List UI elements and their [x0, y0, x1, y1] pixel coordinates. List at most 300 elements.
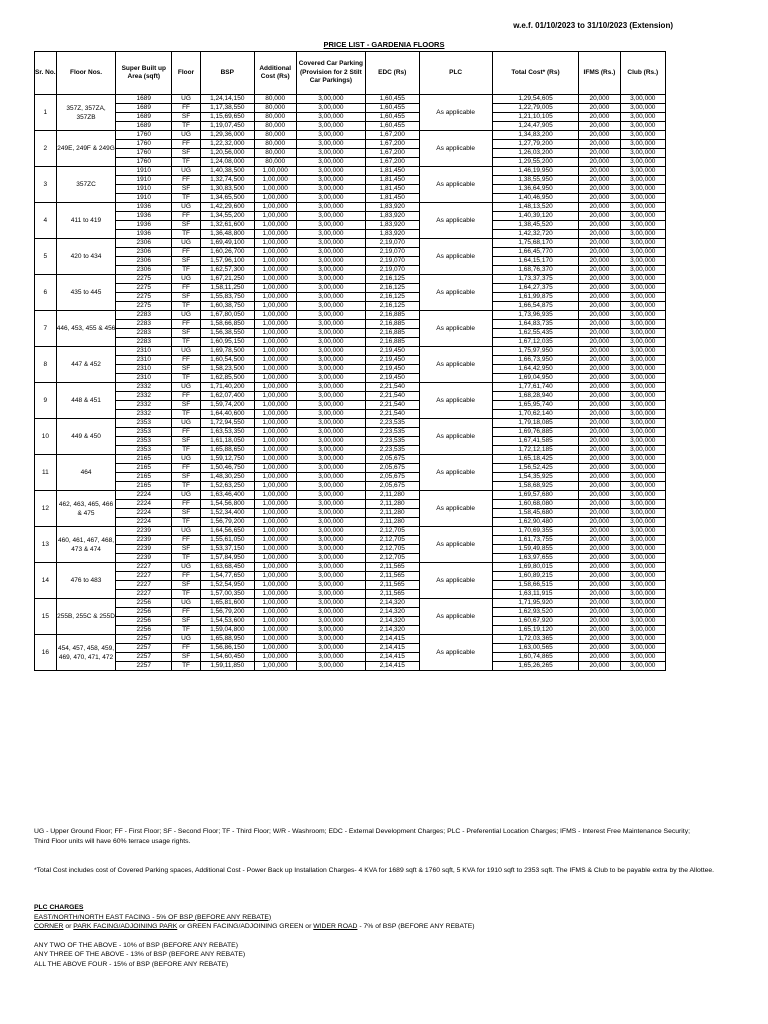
cell-parking: 3,00,000 [296, 293, 365, 302]
cell-additional-cost: 1,00,000 [254, 194, 296, 203]
cell-edc: 1,60,455 [365, 122, 419, 131]
cell-club: 3,00,000 [620, 518, 665, 527]
cell-area: 2165 [116, 464, 172, 473]
cell-additional-cost: 1,00,000 [254, 635, 296, 644]
cell-bsp: 1,60,38,750 [200, 302, 254, 311]
table-row [35, 239, 666, 248]
cell-additional-cost: 80,000 [254, 122, 296, 131]
cell-edc: 2,19,450 [365, 374, 419, 383]
cell-ifms: 20,000 [579, 626, 620, 635]
terrace-note: Third Floor units will have 60% terrace usage rights. [34, 837, 191, 845]
cell-total-cost: 1,68,28,940 [492, 392, 579, 401]
cell-ifms: 20,000 [579, 248, 620, 257]
cell-edc: 2,14,320 [365, 608, 419, 617]
cell-bsp: 1,20,56,000 [200, 149, 254, 158]
cell-edc: 2,11,565 [365, 563, 419, 572]
cell-bsp: 1,24,14,150 [200, 95, 254, 104]
cell-total-cost: 1,64,27,375 [492, 284, 579, 293]
cell-floor: FF [172, 356, 201, 365]
cell-parking: 3,00,000 [296, 536, 365, 545]
cell-additional-cost: 1,00,000 [254, 239, 296, 248]
cell-area: 2256 [116, 626, 172, 635]
cell-parking: 3,00,000 [296, 203, 365, 212]
cell-total-cost: 1,58,66,515 [492, 581, 579, 590]
plc-wider-road-text: WIDER ROAD [313, 923, 358, 930]
cell-ifms: 20,000 [579, 230, 620, 239]
cell-edc: 1,81,450 [365, 167, 419, 176]
cell-total-cost: 1,27,79,200 [492, 140, 579, 149]
table-row [35, 473, 666, 482]
cell-total-cost: 1,75,97,950 [492, 347, 579, 356]
table-row [35, 140, 666, 149]
cell-ifms: 20,000 [579, 374, 620, 383]
cell-total-cost: 1,54,35,925 [492, 473, 579, 482]
col-header-plc: PLC [419, 52, 492, 95]
cell-area: 1689 [116, 104, 172, 113]
cell-parking: 3,00,000 [296, 95, 365, 104]
cell-ifms: 20,000 [579, 599, 620, 608]
cell-parking: 3,00,000 [296, 662, 365, 671]
cell-edc: 2,16,885 [365, 338, 419, 347]
cell-club: 3,00,000 [620, 374, 665, 383]
cell-total-cost: 1,67,41,585 [492, 437, 579, 446]
cell-club: 3,00,000 [620, 527, 665, 536]
cell-club: 3,00,000 [620, 185, 665, 194]
cell-bsp: 1,58,11,250 [200, 284, 254, 293]
table-row [35, 185, 666, 194]
cell-ifms: 20,000 [579, 302, 620, 311]
cell-bsp: 1,54,77,650 [200, 572, 254, 581]
cell-ifms: 20,000 [579, 590, 620, 599]
cell-floor: SF [172, 545, 201, 554]
cell-area: 1689 [116, 95, 172, 104]
cell-total-cost: 1,67,12,035 [492, 338, 579, 347]
cell-total-cost: 1,40,46,950 [492, 194, 579, 203]
table-row [35, 320, 666, 329]
cell-edc: 2,11,280 [365, 491, 419, 500]
cell-parking: 3,00,000 [296, 509, 365, 518]
cell-floor: UG [172, 311, 201, 320]
cell-ifms: 20,000 [579, 383, 620, 392]
cell-parking: 3,00,000 [296, 104, 365, 113]
cell-additional-cost: 80,000 [254, 140, 296, 149]
cell-bsp: 1,57,00,350 [200, 590, 254, 599]
cell-bsp: 1,57,96,100 [200, 257, 254, 266]
cell-club: 3,00,000 [620, 356, 665, 365]
page-title: PRICE LIST - GARDENIA FLOORS [323, 40, 445, 49]
cell-ifms: 20,000 [579, 212, 620, 221]
cell-club: 3,00,000 [620, 158, 665, 167]
cell-floor: FF [172, 104, 201, 113]
cell-plc: As applicable [419, 563, 492, 599]
cell-parking: 3,00,000 [296, 455, 365, 464]
plc-heading: PLC CHARGES [34, 904, 84, 911]
cell-edc: 1,60,455 [365, 95, 419, 104]
cell-edc: 2,05,675 [365, 464, 419, 473]
cell-area: 2257 [116, 653, 172, 662]
cell-bsp: 1,67,80,050 [200, 311, 254, 320]
cell-edc: 2,19,070 [365, 248, 419, 257]
cell-floor: TF [172, 446, 201, 455]
cell-area: 1936 [116, 203, 172, 212]
cell-total-cost: 1,58,68,925 [492, 482, 579, 491]
cell-floor: TF [172, 590, 201, 599]
cell-ifms: 20,000 [579, 347, 620, 356]
table-row [35, 599, 666, 608]
cell-ifms: 20,000 [579, 275, 620, 284]
cell-area: 2353 [116, 428, 172, 437]
cell-parking: 3,00,000 [296, 131, 365, 140]
cell-bsp: 1,55,83,750 [200, 293, 254, 302]
cell-total-cost: 1,64,15,170 [492, 257, 579, 266]
cell-additional-cost: 1,00,000 [254, 446, 296, 455]
cell-club: 3,00,000 [620, 653, 665, 662]
cell-edc: 2,23,535 [365, 437, 419, 446]
cell-total-cost: 1,66,54,875 [492, 302, 579, 311]
cell-club: 3,00,000 [620, 131, 665, 140]
cell-club: 3,00,000 [620, 248, 665, 257]
cell-ifms: 20,000 [579, 563, 620, 572]
cell-ifms: 20,000 [579, 572, 620, 581]
table-row [35, 356, 666, 365]
cell-floor: TF [172, 662, 201, 671]
cell-edc: 2,23,535 [365, 419, 419, 428]
cell-area: 2256 [116, 599, 172, 608]
cell-floor-nos: 411 to 419 [56, 203, 116, 239]
cell-floor: SF [172, 509, 201, 518]
cell-ifms: 20,000 [579, 419, 620, 428]
col-header-additional-cost: Additional Cost (Rs) [254, 52, 296, 95]
cell-club: 3,00,000 [620, 446, 665, 455]
cell-edc: 2,12,705 [365, 554, 419, 563]
cell-club: 3,00,000 [620, 572, 665, 581]
cell-area: 2257 [116, 635, 172, 644]
cell-parking: 3,00,000 [296, 518, 365, 527]
cell-edc: 1,81,450 [365, 176, 419, 185]
cell-additional-cost: 1,00,000 [254, 338, 296, 347]
cell-area: 2332 [116, 383, 172, 392]
cell-ifms: 20,000 [579, 95, 620, 104]
cell-floor: SF [172, 113, 201, 122]
cell-area: 2256 [116, 608, 172, 617]
cell-additional-cost: 1,00,000 [254, 518, 296, 527]
cell-sr: 11 [35, 455, 57, 491]
cell-floor: SF [172, 329, 201, 338]
cell-total-cost: 1,63,11,915 [492, 590, 579, 599]
cell-additional-cost: 80,000 [254, 95, 296, 104]
cell-floor: SF [172, 617, 201, 626]
cell-additional-cost: 80,000 [254, 149, 296, 158]
cell-ifms: 20,000 [579, 428, 620, 437]
cell-ifms: 20,000 [579, 482, 620, 491]
cell-bsp: 1,59,04,800 [200, 626, 254, 635]
cell-floor-nos: 454, 457, 458, 459, 469, 470, 471, 472 [56, 635, 116, 671]
cell-ifms: 20,000 [579, 608, 620, 617]
cell-total-cost: 1,64,42,950 [492, 365, 579, 374]
cell-parking: 3,00,000 [296, 473, 365, 482]
cell-parking: 3,00,000 [296, 149, 365, 158]
cell-edc: 2,14,320 [365, 626, 419, 635]
cell-ifms: 20,000 [579, 401, 620, 410]
cell-parking: 3,00,000 [296, 320, 365, 329]
cell-bsp: 1,15,69,650 [200, 113, 254, 122]
cell-floor: TF [172, 338, 201, 347]
cell-area: 2257 [116, 662, 172, 671]
cell-bsp: 1,56,38,550 [200, 329, 254, 338]
cell-area: 1760 [116, 158, 172, 167]
cell-parking: 3,00,000 [296, 626, 365, 635]
cell-floor-nos: 357Z, 357ZA, 357ZB [56, 95, 116, 131]
cell-edc: 2,14,320 [365, 617, 419, 626]
cell-ifms: 20,000 [579, 653, 620, 662]
cell-total-cost: 1,22,79,005 [492, 104, 579, 113]
cell-total-cost: 1,66,45,770 [492, 248, 579, 257]
cell-edc: 2,21,540 [365, 410, 419, 419]
cell-bsp: 1,60,95,150 [200, 338, 254, 347]
cell-total-cost: 1,77,61,740 [492, 383, 579, 392]
cell-edc: 1,81,450 [365, 185, 419, 194]
cell-total-cost: 1,70,62,140 [492, 410, 579, 419]
cell-ifms: 20,000 [579, 158, 620, 167]
cell-floor: UG [172, 419, 201, 428]
table-row [35, 626, 666, 635]
cell-edc: 1,67,200 [365, 140, 419, 149]
cell-area: 2283 [116, 329, 172, 338]
cell-club: 3,00,000 [620, 302, 665, 311]
cell-area: 2256 [116, 617, 172, 626]
cell-total-cost: 1,65,95,740 [492, 401, 579, 410]
cell-bsp: 1,69,49,100 [200, 239, 254, 248]
cell-floor: UG [172, 203, 201, 212]
cell-additional-cost: 1,00,000 [254, 554, 296, 563]
cell-club: 3,00,000 [620, 608, 665, 617]
cell-total-cost: 1,38,55,950 [492, 176, 579, 185]
cell-floor: FF [172, 176, 201, 185]
cell-edc: 2,19,070 [365, 266, 419, 275]
cell-additional-cost: 1,00,000 [254, 311, 296, 320]
col-header-floor: Floor [172, 52, 201, 95]
cell-plc: As applicable [419, 491, 492, 527]
cell-additional-cost: 1,00,000 [254, 482, 296, 491]
cell-ifms: 20,000 [579, 509, 620, 518]
plc-rate-text: - 7% of BSP (BEFORE ANY REBATE) [357, 923, 475, 930]
cell-parking: 3,00,000 [296, 176, 365, 185]
cell-sr: 15 [35, 599, 57, 635]
cell-ifms: 20,000 [579, 545, 620, 554]
cell-additional-cost: 1,00,000 [254, 608, 296, 617]
cell-additional-cost: 1,00,000 [254, 221, 296, 230]
cell-club: 3,00,000 [620, 617, 665, 626]
cell-bsp: 1,32,74,500 [200, 176, 254, 185]
cell-area: 1689 [116, 122, 172, 131]
cell-additional-cost: 1,00,000 [254, 167, 296, 176]
plc-line-corner [34, 922, 475, 932]
cell-additional-cost: 1,00,000 [254, 500, 296, 509]
cell-additional-cost: 1,00,000 [254, 320, 296, 329]
cell-bsp: 1,58,66,850 [200, 320, 254, 329]
cell-total-cost: 1,68,76,370 [492, 266, 579, 275]
cell-floor: UG [172, 239, 201, 248]
cell-floor-nos: 255B, 255C & 255D [56, 599, 116, 635]
col-header-floor-nos: Floor Nos. [56, 52, 116, 95]
cell-parking: 3,00,000 [296, 284, 365, 293]
cell-parking: 3,00,000 [296, 185, 365, 194]
cell-area: 2165 [116, 482, 172, 491]
cell-area: 1910 [116, 167, 172, 176]
cell-additional-cost: 1,00,000 [254, 473, 296, 482]
cell-edc: 2,16,125 [365, 293, 419, 302]
cell-total-cost: 1,21,10,105 [492, 113, 579, 122]
cell-additional-cost: 1,00,000 [254, 662, 296, 671]
cell-sr: 3 [35, 167, 57, 203]
cell-bsp: 1,64,56,650 [200, 527, 254, 536]
col-header-club: Club (Rs.) [620, 52, 665, 95]
table-row [35, 554, 666, 563]
cell-club: 3,00,000 [620, 626, 665, 635]
cell-floor: SF [172, 257, 201, 266]
plc-or-text: or [63, 923, 74, 930]
cell-additional-cost: 1,00,000 [254, 599, 296, 608]
table-row [35, 428, 666, 437]
cell-club: 3,00,000 [620, 482, 665, 491]
table-row [35, 617, 666, 626]
cell-bsp: 1,54,60,450 [200, 653, 254, 662]
plc-all-four: ALL THE ABOVE FOUR - 15% of BSP (BEFORE ANY REBATE) [34, 960, 229, 968]
table-row [35, 365, 666, 374]
cell-floor-nos: 449 & 450 [56, 419, 116, 455]
col-header-area: Super Built up Area (sqft) [116, 52, 172, 95]
cell-floor: UG [172, 131, 201, 140]
effective-date: w.e.f. 01/10/2023 to 31/10/2023 (Extension) [513, 21, 673, 30]
cell-parking: 3,00,000 [296, 410, 365, 419]
cell-additional-cost: 1,00,000 [254, 257, 296, 266]
table-row [35, 572, 666, 581]
cell-club: 3,00,000 [620, 383, 665, 392]
col-header-bsp: BSP [200, 52, 254, 95]
cell-area: 2227 [116, 572, 172, 581]
cell-parking: 3,00,000 [296, 194, 365, 203]
cell-edc: 1,81,450 [365, 194, 419, 203]
cell-ifms: 20,000 [579, 239, 620, 248]
cell-edc: 2,21,540 [365, 383, 419, 392]
plc-park-text: PARK FACING/ADJOINING PARK [73, 923, 178, 930]
cell-parking: 3,00,000 [296, 383, 365, 392]
cell-edc: 2,16,885 [365, 329, 419, 338]
cell-total-cost: 1,60,89,215 [492, 572, 579, 581]
cell-parking: 3,00,000 [296, 266, 365, 275]
cell-parking: 3,00,000 [296, 239, 365, 248]
cell-edc: 2,11,565 [365, 572, 419, 581]
cell-additional-cost: 1,00,000 [254, 464, 296, 473]
cell-parking: 3,00,000 [296, 257, 365, 266]
cell-total-cost: 1,69,57,680 [492, 491, 579, 500]
cell-parking: 3,00,000 [296, 500, 365, 509]
cell-additional-cost: 1,00,000 [254, 302, 296, 311]
cell-club: 3,00,000 [620, 365, 665, 374]
cell-additional-cost: 1,00,000 [254, 374, 296, 383]
cell-area: 2310 [116, 374, 172, 383]
cell-bsp: 1,71,40,200 [200, 383, 254, 392]
cell-club: 3,00,000 [620, 284, 665, 293]
cell-parking: 3,00,000 [296, 428, 365, 437]
table-row [35, 491, 666, 500]
cell-area: 2165 [116, 455, 172, 464]
cell-floor: TF [172, 266, 201, 275]
cell-edc: 2,14,320 [365, 599, 419, 608]
cell-additional-cost: 1,00,000 [254, 185, 296, 194]
cell-parking: 3,00,000 [296, 212, 365, 221]
cell-club: 3,00,000 [620, 419, 665, 428]
cell-club: 3,00,000 [620, 194, 665, 203]
cell-plc: As applicable [419, 275, 492, 311]
cell-bsp: 1,65,88,650 [200, 446, 254, 455]
cell-area: 2332 [116, 410, 172, 419]
cell-area: 1936 [116, 230, 172, 239]
cell-ifms: 20,000 [579, 536, 620, 545]
cell-plc: As applicable [419, 95, 492, 131]
cell-floor: UG [172, 527, 201, 536]
cell-parking: 3,00,000 [296, 482, 365, 491]
table-row [35, 167, 666, 176]
cell-total-cost: 1,60,67,920 [492, 617, 579, 626]
cell-area: 2283 [116, 311, 172, 320]
cell-floor: SF [172, 365, 201, 374]
cell-edc: 2,11,565 [365, 581, 419, 590]
cell-club: 3,00,000 [620, 203, 665, 212]
cell-ifms: 20,000 [579, 455, 620, 464]
cell-total-cost: 1,63,00,565 [492, 644, 579, 653]
cell-parking: 3,00,000 [296, 374, 365, 383]
cell-bsp: 1,42,29,600 [200, 203, 254, 212]
cell-club: 3,00,000 [620, 437, 665, 446]
cell-edc: 1,67,200 [365, 158, 419, 167]
cell-club: 3,00,000 [620, 266, 665, 275]
plc-any-three: ANY THREE OF THE ABOVE - 13% of BSP (BEFORE ANY REBATE) [34, 951, 246, 958]
cell-plc: As applicable [419, 635, 492, 671]
cell-area: 1689 [116, 113, 172, 122]
cell-bsp: 1,59,74,200 [200, 401, 254, 410]
cell-club: 3,00,000 [620, 212, 665, 221]
cell-parking: 3,00,000 [296, 491, 365, 500]
cell-additional-cost: 1,00,000 [254, 536, 296, 545]
cell-floor: FF [172, 536, 201, 545]
cell-club: 3,00,000 [620, 167, 665, 176]
cell-ifms: 20,000 [579, 554, 620, 563]
table-row [35, 437, 666, 446]
cell-bsp: 1,56,79,200 [200, 608, 254, 617]
cell-club: 3,00,000 [620, 176, 665, 185]
cell-additional-cost: 1,00,000 [254, 248, 296, 257]
cell-additional-cost: 1,00,000 [254, 590, 296, 599]
cell-club: 3,00,000 [620, 392, 665, 401]
cell-floor: FF [172, 248, 201, 257]
cell-bsp: 1,57,84,950 [200, 554, 254, 563]
cell-club: 3,00,000 [620, 536, 665, 545]
cell-floor-nos: 462, 463, 465, 466 & 475 [56, 491, 116, 527]
cell-additional-cost: 1,00,000 [254, 491, 296, 500]
cell-parking: 3,00,000 [296, 140, 365, 149]
cell-parking: 3,00,000 [296, 581, 365, 590]
cell-floor-nos: 446, 453, 455 & 456 [56, 311, 116, 347]
table-row [35, 608, 666, 617]
cell-ifms: 20,000 [579, 284, 620, 293]
cell-edc: 2,19,450 [365, 356, 419, 365]
cell-ifms: 20,000 [579, 581, 620, 590]
cell-total-cost: 1,64,83,735 [492, 320, 579, 329]
cell-total-cost: 1,56,52,425 [492, 464, 579, 473]
cell-bsp: 1,62,85,500 [200, 374, 254, 383]
cell-plc: As applicable [419, 527, 492, 563]
